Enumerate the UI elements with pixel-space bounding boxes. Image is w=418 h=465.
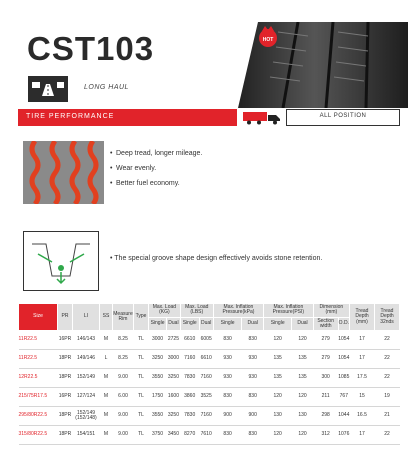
feature-list bbox=[110, 150, 202, 195]
table-cell: 300 bbox=[313, 369, 338, 388]
sub-single: Single bbox=[264, 317, 292, 331]
table-cell: 120 bbox=[292, 388, 313, 407]
col-infl-psi: Max. Inflation Pressure(PSI) bbox=[264, 304, 314, 318]
section-label: TIRE PERFORMANCE bbox=[26, 113, 115, 120]
table-cell: 8270 bbox=[180, 426, 199, 445]
table-cell: 830 bbox=[213, 388, 242, 407]
table-cell: TL bbox=[134, 331, 149, 350]
table-cell: 15 bbox=[350, 388, 375, 407]
table-cell: 1750 bbox=[149, 388, 167, 407]
table-cell: 16PR bbox=[58, 388, 73, 407]
table-cell: 6610 bbox=[199, 350, 213, 369]
table-cell: 17.5 bbox=[350, 369, 375, 388]
table-cell: 16PR bbox=[58, 331, 73, 350]
sub-single: Single bbox=[180, 317, 199, 331]
table-cell: 22 bbox=[375, 331, 400, 350]
sub-dual: Dual bbox=[199, 317, 213, 331]
size-cell: 315/80R22.5 bbox=[19, 426, 58, 445]
table-cell: 17 bbox=[350, 331, 375, 350]
table-cell: 3250 bbox=[149, 350, 167, 369]
table-cell: 900 bbox=[242, 407, 264, 426]
table-cell: 120 bbox=[264, 426, 292, 445]
table-cell: 1054 bbox=[338, 350, 349, 369]
table-cell: 930 bbox=[242, 350, 264, 369]
table-cell: 17 bbox=[350, 350, 375, 369]
table-cell: 930 bbox=[213, 350, 242, 369]
table-cell: M bbox=[100, 407, 113, 426]
table-cell: 152/149 bbox=[73, 369, 100, 388]
size-cell: 215/75R17.5 bbox=[19, 388, 58, 407]
table-cell: 22 bbox=[375, 369, 400, 388]
table-row bbox=[19, 369, 400, 388]
table-cell: 154/151 bbox=[73, 426, 100, 445]
table-cell: 7830 bbox=[180, 407, 199, 426]
table-cell: TL bbox=[134, 426, 149, 445]
table-cell: 279 bbox=[313, 331, 338, 350]
table-cell: 830 bbox=[242, 388, 264, 407]
table-cell: 130 bbox=[292, 407, 313, 426]
feature-item: • Better fuel economy. bbox=[110, 180, 180, 187]
table-cell: 3550 bbox=[149, 407, 167, 426]
table-cell: 19 bbox=[375, 388, 400, 407]
hot-badge-icon bbox=[256, 24, 280, 48]
table-cell: M bbox=[100, 369, 113, 388]
table-cell: 6610 bbox=[180, 331, 199, 350]
table-cell: 211 bbox=[313, 388, 338, 407]
table-cell: 17 bbox=[350, 426, 375, 445]
table-cell: 1600 bbox=[167, 388, 181, 407]
table-cell: 9.00 bbox=[113, 426, 134, 445]
col-pr: PR bbox=[58, 304, 73, 331]
table-cell: 130 bbox=[264, 407, 292, 426]
table-cell: 135 bbox=[264, 350, 292, 369]
table-cell: 135 bbox=[264, 369, 292, 388]
table-cell: 7830 bbox=[180, 369, 199, 388]
table-cell: TL bbox=[134, 407, 149, 426]
table-cell: TL bbox=[134, 350, 149, 369]
table-cell: 830 bbox=[213, 331, 242, 350]
table-cell: 1044 bbox=[338, 407, 349, 426]
table-cell: 6.00 bbox=[113, 388, 134, 407]
table-cell: 152/149 (152/148) bbox=[73, 407, 100, 426]
table-cell: 8.25 bbox=[113, 350, 134, 369]
table-cell: 298 bbox=[313, 407, 338, 426]
sub-section-width: Section width bbox=[313, 317, 338, 331]
table-cell: 1076 bbox=[338, 426, 349, 445]
table-cell: M bbox=[100, 426, 113, 445]
table-cell: 18PR bbox=[58, 369, 73, 388]
table-cell: 6005 bbox=[199, 331, 213, 350]
sub-single: Single bbox=[149, 317, 167, 331]
size-cell: 11R22.5 bbox=[19, 350, 58, 369]
table-cell: L bbox=[100, 350, 113, 369]
groove-note: • The special groove shape design effectively avoids stone retention. bbox=[110, 255, 323, 262]
road-icon bbox=[28, 76, 68, 102]
sub-dual: Dual bbox=[167, 317, 181, 331]
table-cell: 7160 bbox=[199, 407, 213, 426]
table-cell: 18PR bbox=[58, 407, 73, 426]
table-cell: TL bbox=[134, 369, 149, 388]
col-tread-mm: Tread Depth (mm) bbox=[350, 304, 375, 331]
table-cell: 3000 bbox=[149, 331, 167, 350]
table-row bbox=[19, 426, 400, 445]
feature-item: • Wear evenly. bbox=[110, 165, 157, 172]
col-rim: Measure Rim bbox=[113, 304, 134, 331]
table-cell: 146/143 bbox=[73, 331, 100, 350]
table-cell: 120 bbox=[292, 331, 313, 350]
sub-dual: Dual bbox=[292, 317, 313, 331]
table-cell: 930 bbox=[213, 369, 242, 388]
col-infl-kpa: Max. Inflation Pressure(kPa) bbox=[213, 304, 263, 318]
col-li: LI bbox=[73, 304, 100, 331]
table-cell: 9.00 bbox=[113, 407, 134, 426]
sub-single: Single bbox=[213, 317, 242, 331]
table-cell: 3860 bbox=[180, 388, 199, 407]
table-cell: 7160 bbox=[199, 369, 213, 388]
table-cell: 3450 bbox=[167, 426, 181, 445]
table-cell: M bbox=[100, 331, 113, 350]
col-type: Type bbox=[134, 304, 149, 331]
table-cell: 2725 bbox=[167, 331, 181, 350]
table-cell: 18PR bbox=[58, 350, 73, 369]
table-cell: 279 bbox=[313, 350, 338, 369]
table-cell: 830 bbox=[242, 331, 264, 350]
table-cell: 149/146 bbox=[73, 350, 100, 369]
table-cell: 930 bbox=[242, 369, 264, 388]
table-cell: 127/124 bbox=[73, 388, 100, 407]
table-row bbox=[19, 350, 400, 369]
table-cell: 312 bbox=[313, 426, 338, 445]
sub-dual: Dual bbox=[242, 317, 264, 331]
table-cell: 3550 bbox=[149, 369, 167, 388]
application-label: LONG HAUL bbox=[84, 84, 129, 91]
table-row bbox=[19, 388, 400, 407]
table-cell: TL bbox=[134, 388, 149, 407]
table-cell: 1054 bbox=[338, 331, 349, 350]
size-cell: 12R22.5 bbox=[19, 369, 58, 388]
col-dimension: Dimension (mm) bbox=[313, 304, 349, 318]
table-cell: 3525 bbox=[199, 388, 213, 407]
position-box bbox=[286, 109, 400, 126]
table-cell: M bbox=[100, 388, 113, 407]
col-tread-32: Tread Depth 32nds bbox=[375, 304, 400, 331]
col-load-lbs: Max. Load (LBS) bbox=[180, 304, 213, 318]
table-cell: 135 bbox=[292, 369, 313, 388]
col-ss: SS bbox=[100, 304, 113, 331]
tread-pattern-image bbox=[23, 141, 104, 204]
table-cell: 767 bbox=[338, 388, 349, 407]
feature-item: • Deep tread, longer mileage. bbox=[110, 150, 203, 157]
table-cell: 7610 bbox=[199, 426, 213, 445]
groove-diagram bbox=[23, 231, 99, 291]
size-cell: 11R22.5 bbox=[19, 331, 58, 350]
table-cell: 22 bbox=[375, 426, 400, 445]
table-row bbox=[19, 407, 400, 426]
table-cell: 3250 bbox=[167, 369, 181, 388]
table-cell: 18PR bbox=[58, 426, 73, 445]
hot-badge-label: HOT bbox=[262, 37, 274, 43]
table-cell: 135 bbox=[292, 350, 313, 369]
section-bar bbox=[18, 109, 237, 126]
table-cell: 120 bbox=[264, 388, 292, 407]
truck-icon bbox=[241, 110, 283, 125]
table-cell: 21 bbox=[375, 407, 400, 426]
table-cell: 3000 bbox=[167, 350, 181, 369]
table-cell: 120 bbox=[292, 426, 313, 445]
position-label: ALL POSITION bbox=[319, 113, 367, 119]
table-cell: 1085 bbox=[338, 369, 349, 388]
table-cell: 16.5 bbox=[350, 407, 375, 426]
table-row bbox=[19, 331, 400, 350]
size-cell: 295/80R22.5 bbox=[19, 407, 58, 426]
table-cell: 830 bbox=[213, 426, 242, 445]
spec-table bbox=[18, 303, 400, 445]
table-cell: 3250 bbox=[167, 407, 181, 426]
table-cell: 830 bbox=[242, 426, 264, 445]
table-cell: 8.25 bbox=[113, 331, 134, 350]
table-cell: 120 bbox=[264, 331, 292, 350]
col-load-kg: Max. Load (KG) bbox=[149, 304, 181, 318]
table-cell: 3750 bbox=[149, 426, 167, 445]
table-cell: 9.00 bbox=[113, 369, 134, 388]
table-cell: 900 bbox=[213, 407, 242, 426]
sub-od: O.D. bbox=[338, 317, 349, 331]
col-size: Size bbox=[19, 304, 58, 331]
table-cell: 22 bbox=[375, 350, 400, 369]
table-cell: 7160 bbox=[180, 350, 199, 369]
product-title: CST103 bbox=[27, 30, 155, 67]
